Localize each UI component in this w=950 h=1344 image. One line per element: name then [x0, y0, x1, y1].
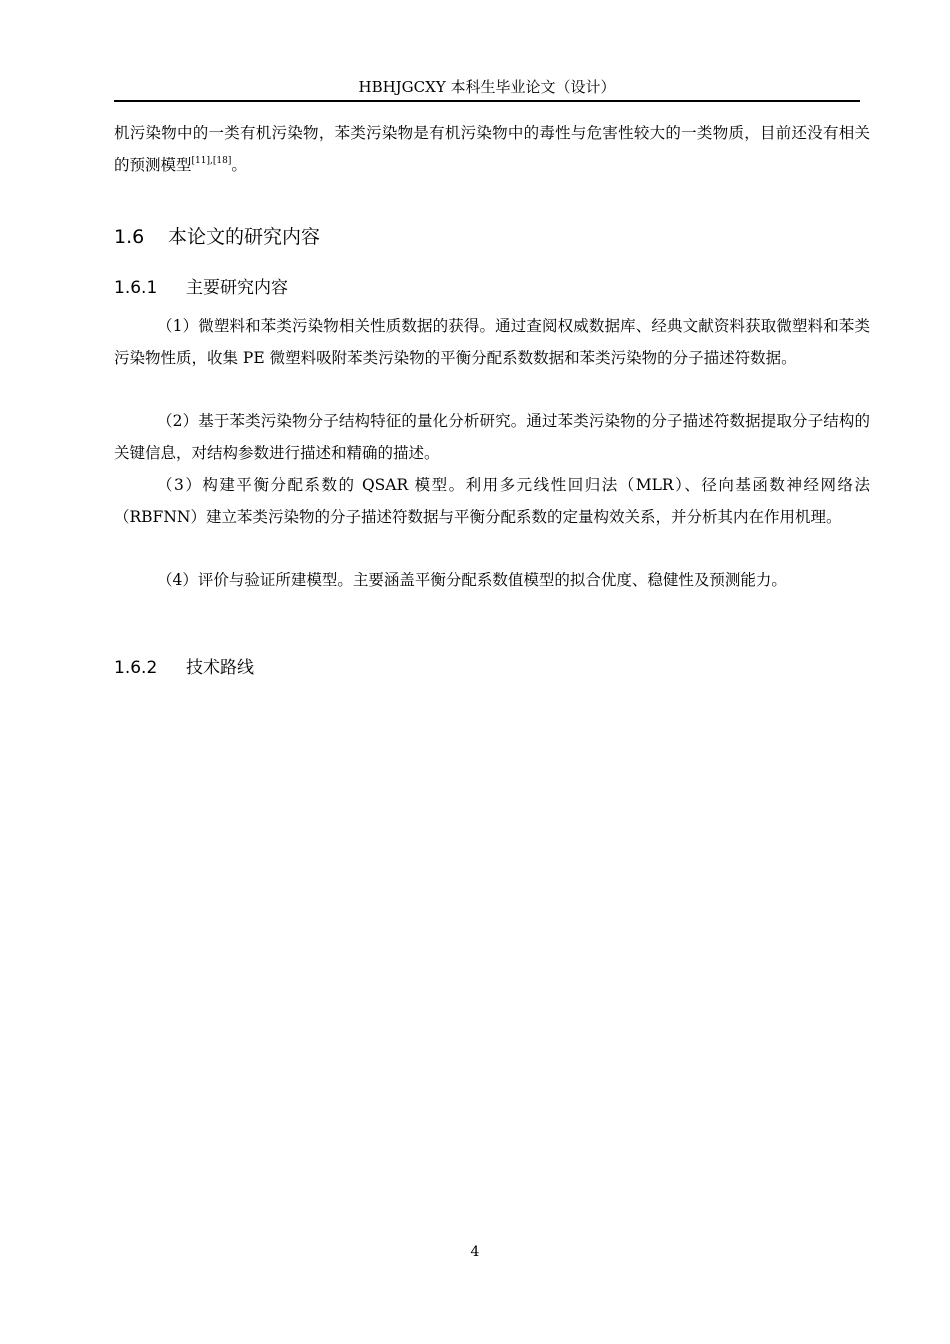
research-item-3: （3）构建平衡分配系数的 QSAR 模型。利用多元线性回归法（MLR）、径向基函数神经网络法（RBFNN）建立苯类污染物的分子描述符数据与平衡分配系数的定量构效关系，并分析其内在作用机理。 [114, 476, 870, 526]
intro-end: 。 [231, 155, 247, 174]
research-item-4: （4）评价与验证所建模型。主要涵盖平衡分配系数值模型的拟合优度、稳健性及预测能力。 [157, 571, 787, 589]
section-number: 1.6 [114, 226, 145, 248]
subsection-heading-2 [114, 653, 254, 678]
subsection-title-1: 主要研究内容 [186, 278, 288, 298]
header-rule [114, 100, 860, 102]
intro-text: 机污染物中的一类有机污染物，苯类污染物是有机污染物中的毒性与危害性较大的一类物质，目前还没有相关的预测模型 [114, 124, 870, 174]
subsection-number-1: 1.6.1 [114, 278, 158, 298]
section-heading [114, 222, 320, 249]
subsection-title-2: 技术路线 [186, 658, 254, 678]
running-header: HBHJGCXY 本科生毕业论文（设计） [358, 78, 616, 96]
research-item-2: （2）基于苯类污染物分子结构特征的量化分析研究。通过苯类污染物的分子描述符数据提取分子结构的关键信息，对结构参数进行描述和精确的描述。 [114, 412, 870, 462]
intro-paragraph [114, 118, 870, 181]
subsection-heading-1 [114, 273, 288, 298]
citation: [11],[18] [191, 155, 232, 166]
subsection-number-2: 1.6.2 [114, 658, 158, 678]
research-item-1: （1）微塑料和苯类污染物相关性质数据的获得。通过查阅权威数据库、经典文献资料获取微塑料和苯类污染物性质，收集 PE 微塑料吸附苯类污染物的平衡分配系数数据和苯类污染物的分子描述符数据。 [114, 317, 870, 367]
page-number: 4 [470, 1244, 480, 1260]
section-title: 本论文的研究内容 [168, 226, 321, 248]
